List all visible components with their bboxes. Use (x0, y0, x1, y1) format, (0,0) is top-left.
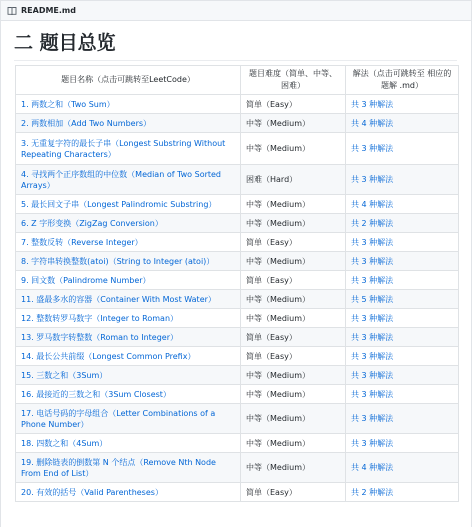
problem-link[interactable]: 15. 三数之和（3Sum） (21, 370, 108, 380)
table-row (16, 252, 459, 271)
difficulty-cell: 中等（Medium） (241, 195, 346, 214)
table-row (16, 165, 459, 195)
title-divider (14, 60, 457, 61)
problem-cell (16, 95, 241, 114)
problem-link[interactable]: 13. 罗马数字转整数（Roman to Integer） (21, 332, 179, 342)
difficulty-cell: 简单（Easy） (241, 328, 346, 347)
problem-cell (16, 133, 241, 165)
solution-link[interactable]: 共 3 种解法 (351, 313, 394, 323)
solution-link[interactable]: 共 3 种解法 (351, 414, 394, 423)
problem-link[interactable]: 19. 删除链表的倒数第 N 个结点（Remove Nth Node From End of List） (21, 457, 216, 478)
solution-cell (346, 347, 459, 366)
problem-link[interactable]: 9. 回文数（Palindrome Number） (21, 275, 151, 285)
solution-link[interactable]: 共 2 种解法 (351, 218, 394, 228)
difficulty-cell: 中等（Medium） (241, 404, 346, 434)
difficulty-cell: 中等（Medium） (241, 114, 346, 133)
table-row (16, 483, 459, 502)
problem-cell (16, 483, 241, 502)
solution-cell (346, 385, 459, 404)
difficulty-cell: 中等（Medium） (241, 385, 346, 404)
solution-link[interactable]: 共 4 种解法 (351, 118, 394, 128)
solution-link[interactable]: 共 4 种解法 (351, 199, 394, 209)
problem-link[interactable]: 16. 最接近的三数之和（3Sum Closest） (21, 389, 171, 399)
problem-link[interactable]: 12. 整数转罗马数字（Integer to Roman） (21, 313, 179, 323)
solution-link[interactable]: 共 5 种解法 (351, 294, 394, 304)
solution-link[interactable]: 共 3 种解法 (351, 389, 394, 399)
solution-link[interactable]: 共 3 种解法 (351, 370, 394, 380)
table-header-row (16, 66, 459, 95)
problem-cell (16, 290, 241, 309)
table-row (16, 271, 459, 290)
solution-link[interactable]: 共 4 种解法 (351, 463, 394, 472)
table-row (16, 95, 459, 114)
solution-cell (346, 366, 459, 385)
solution-link[interactable]: 共 2 种解法 (351, 487, 394, 497)
header-solution: 解法（点击可跳转至 相应的题解 .md） (346, 66, 459, 95)
table-row (16, 347, 459, 366)
problem-link[interactable]: 4. 寻找两个正序数组的中位数（Median of Two Sorted Arrays） (21, 169, 222, 190)
difficulty-cell: 简单（Easy） (241, 483, 346, 502)
problems-table (15, 65, 459, 502)
problem-link[interactable]: 18. 四数之和（4Sum） (21, 438, 108, 448)
problem-cell (16, 453, 241, 483)
difficulty-cell: 中等（Medium） (241, 252, 346, 271)
problem-cell (16, 366, 241, 385)
difficulty-cell: 简单（Easy） (241, 347, 346, 366)
problem-link[interactable]: 1. 两数之和（Two Sum） (21, 99, 115, 109)
table-body (16, 95, 459, 502)
solution-cell (346, 252, 459, 271)
difficulty-cell: 中等（Medium） (241, 434, 346, 453)
file-header (0, 0, 472, 21)
solution-cell (346, 165, 459, 195)
problem-cell (16, 195, 241, 214)
file-name[interactable]: README.md (21, 6, 76, 15)
solution-cell (346, 404, 459, 434)
solution-cell (346, 95, 459, 114)
difficulty-cell: 困难（Hard） (241, 165, 346, 195)
problem-cell (16, 404, 241, 434)
difficulty-cell: 简单（Easy） (241, 233, 346, 252)
book-icon (7, 6, 17, 16)
table-row (16, 195, 459, 214)
solution-cell (346, 233, 459, 252)
solution-cell (346, 290, 459, 309)
problem-cell (16, 385, 241, 404)
difficulty-cell: 简单（Easy） (241, 271, 346, 290)
difficulty-cell: 中等（Medium） (241, 214, 346, 233)
table-row (16, 309, 459, 328)
table-row (16, 385, 459, 404)
problem-link[interactable]: 8. 字符串转换整数(atoi)（String to Integer (atoi)） (21, 256, 215, 266)
solution-cell (346, 133, 459, 165)
problem-link[interactable]: 20. 有效的括号（Valid Parentheses） (21, 487, 163, 497)
solution-link[interactable]: 共 3 种解法 (351, 99, 394, 109)
problem-link[interactable]: 7. 整数反转（Reverse Integer） (21, 237, 143, 247)
frame-border-left (0, 21, 1, 527)
problem-link[interactable]: 17. 电话号码的字母组合（Letter Combinations of a Phone Number） (21, 408, 216, 429)
solution-cell (346, 214, 459, 233)
table-row (16, 233, 459, 252)
table-row (16, 366, 459, 385)
difficulty-cell: 中等（Medium） (241, 309, 346, 328)
solution-link[interactable]: 共 3 种解法 (351, 332, 394, 342)
table-row (16, 328, 459, 347)
solution-link[interactable]: 共 3 种解法 (351, 175, 394, 184)
problem-link[interactable]: 11. 盛最多水的容器（Container With Most Water） (21, 294, 216, 304)
solution-cell (346, 195, 459, 214)
solution-cell (346, 483, 459, 502)
table-row (16, 453, 459, 483)
problem-cell (16, 347, 241, 366)
table-row (16, 133, 459, 165)
difficulty-cell: 中等（Medium） (241, 453, 346, 483)
problem-cell (16, 214, 241, 233)
problem-link[interactable]: 5. 最长回文子串（Longest Palindromic Substring） (21, 199, 217, 209)
problem-cell (16, 309, 241, 328)
header-problem-name: 题目名称（点击可跳转至LeetCode） (16, 66, 241, 95)
table-row (16, 290, 459, 309)
header-difficulty: 题目难度（简单、中等、困难） (241, 66, 346, 95)
problem-link[interactable]: 14. 最长公共前缀（Longest Common Prefix） (21, 351, 196, 361)
solution-link[interactable]: 共 3 种解法 (351, 256, 394, 266)
problem-cell (16, 271, 241, 290)
difficulty-cell: 中等（Medium） (241, 366, 346, 385)
problem-cell (16, 233, 241, 252)
table-row (16, 114, 459, 133)
problem-cell (16, 328, 241, 347)
solution-link[interactable]: 共 3 种解法 (351, 237, 394, 247)
problem-link[interactable]: 3. 无重复字符的最长子串（Longest Substring Without Repeating Characters） (21, 138, 226, 159)
solution-link[interactable]: 共 3 种解法 (351, 351, 394, 361)
solution-cell (346, 453, 459, 483)
problem-link[interactable]: 6. Z 字形变换（ZigZag Conversion） (21, 218, 163, 228)
table-row (16, 214, 459, 233)
solution-cell (346, 114, 459, 133)
solution-cell (346, 271, 459, 290)
problem-cell (16, 165, 241, 195)
solution-link[interactable]: 共 3 种解法 (351, 275, 394, 285)
difficulty-cell: 中等（Medium） (241, 290, 346, 309)
problem-cell (16, 114, 241, 133)
solution-link[interactable]: 共 3 种解法 (351, 438, 394, 448)
solution-link[interactable]: 共 3 种解法 (351, 144, 394, 153)
difficulty-cell: 中等（Medium） (241, 133, 346, 165)
table-row (16, 404, 459, 434)
table-row (16, 434, 459, 453)
solution-cell (346, 328, 459, 347)
page-title: 二 题目总览 (14, 32, 116, 54)
problem-cell (16, 252, 241, 271)
frame-border-right (471, 21, 472, 527)
solution-cell (346, 434, 459, 453)
problem-cell (16, 434, 241, 453)
solution-cell (346, 309, 459, 328)
problem-link[interactable]: 2. 两数相加（Add Two Numbers） (21, 118, 152, 128)
difficulty-cell: 简单（Easy） (241, 95, 346, 114)
